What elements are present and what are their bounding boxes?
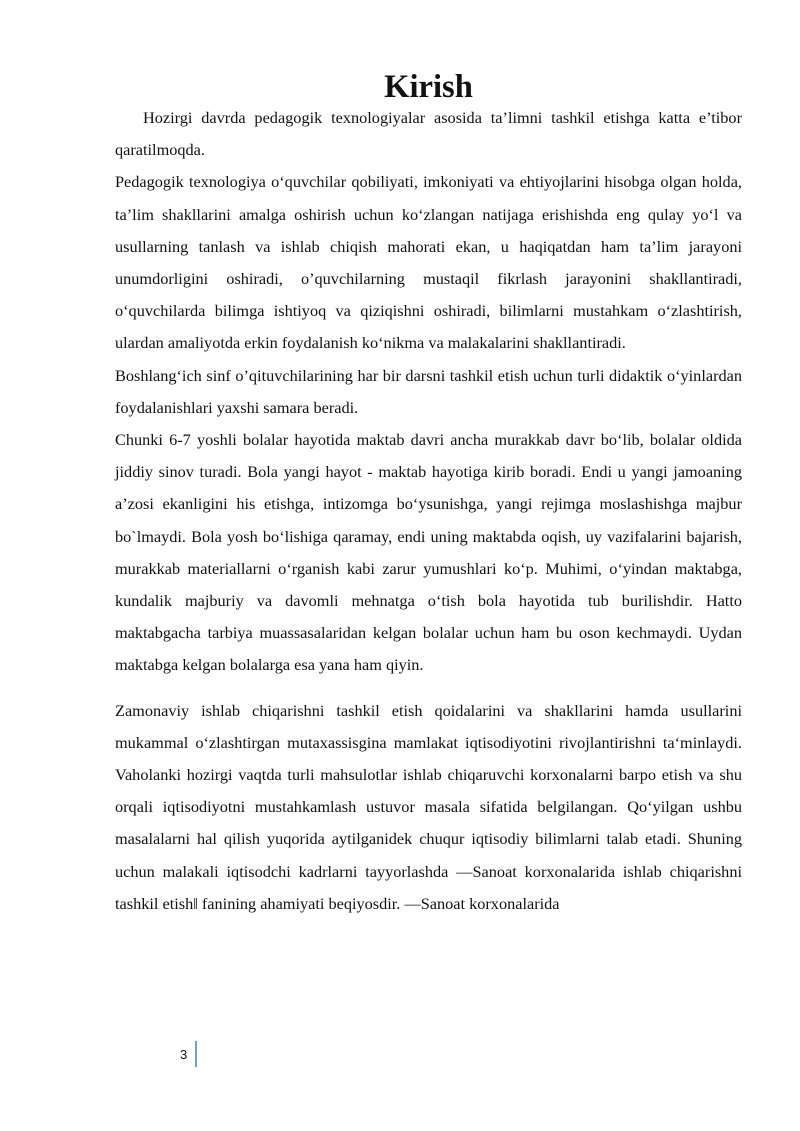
paragraph-modern-production: Zamonaviy ishlab chiqarishni tashkil etish qoidalarini va shakllarini hamda usullarini mukammal o‘zlashtirgan mutaxassisgina mamlakat iqtisodiyotini rivojlantirishni ta‘minlaydi. Vaholanki hozirgi vaqtda turli mahsulotlar ishlab chiqaruvchi korxonalarni barpo etish va shu orqali iqtisodiyotni mustahkamlash ustuvor masala sifatida belgilangan. Qo‘yilgan ushbu masalalarni hal qilish yuqorida aytilganidek chuqur iqtisodiy bilimlarni talab etadi. Shuning uchun malakali iqtisodchi kadrlarni tayyorlashda ―Sanoat korxonalarida ishlab chiqarishni tashkil etish‖ fanining ahamiyati beqiyosdir. ―Sanoat korxonalarida	[115, 700, 742, 913]
page-number-footer	[180, 1041, 197, 1067]
paragraph-pedagogical-technology: Pedagogik texnologiya o‘quvchilar qobiliyati, imkoniyati va ehtiyojlarini hisobga olgan holda, ta’lim shakllarini amalga oshirish uchun ko‘zlangan natijaga erishishda eng qulay yo‘l va usullarning tanlash va ishlab chiqish mahorati ekan, u haqiqatdan ham ta’lim jarayoni unumdorligini oshiradi, o’quvchilarning mustaqil fikrlash jarayonini shakllantiradi, o‘quvchilarda bilimga ishtiyoq va qiziqishni oshiradi, bilimlarni mustahkam o‘zlashtirish, ulardan amaliyotda erkin foydalanish ko‘nikma va malakalarini shakllantiradi.	[115, 172, 742, 353]
document-title: Kirish	[384, 69, 473, 105]
paragraph-intro: Hozirgi davrda pedagogik texnologiyalar asosida ta’limni tashkil etishga katta e’tibor qaratilmoqda.	[115, 108, 742, 160]
page-number: 3	[180, 1046, 188, 1062]
page-number-divider	[195, 1041, 197, 1067]
document-body	[115, 69, 742, 920]
paragraph-children-school: Chunki 6-7 yoshli bolalar hayotida maktab davri ancha murakkab davr bo‘lib, bolalar oldida jiddiy sinov turadi. Bola yangi hayot - maktab hayotiga kirib boradi. Endi u yangi jamoaning a’zosi ekanligini his etishga, intizomga bo‘ysunishga, yangi rejimga moslashishga majbur bo`lmaydi. Bola yosh bo‘lishiga qaramay, endi uning maktabda oqish, uy vazifalarini bajarish, murakkab materiallarni o‘rganish kabi zarur yumushlari ko‘p. Muhimi, o‘yindan maktabga, kundalik majburiy va davomli mehnatga o‘tish bola hayotida tub burilishdir. Hatto maktabgacha tarbiya muassasalaridan kelgan bolalar uchun ham bu oson kechmaydi. Uydan maktabga kelgan bolalarga esa yana ham qiyin.	[115, 430, 742, 675]
paragraph-primary-teachers: Boshlang‘ich sinf o’qituvchilarining har bir darsni tashkil etish uchun turli didaktik o‘yinlardan foydalanishlari yaxshi samara beradi.	[115, 365, 742, 417]
